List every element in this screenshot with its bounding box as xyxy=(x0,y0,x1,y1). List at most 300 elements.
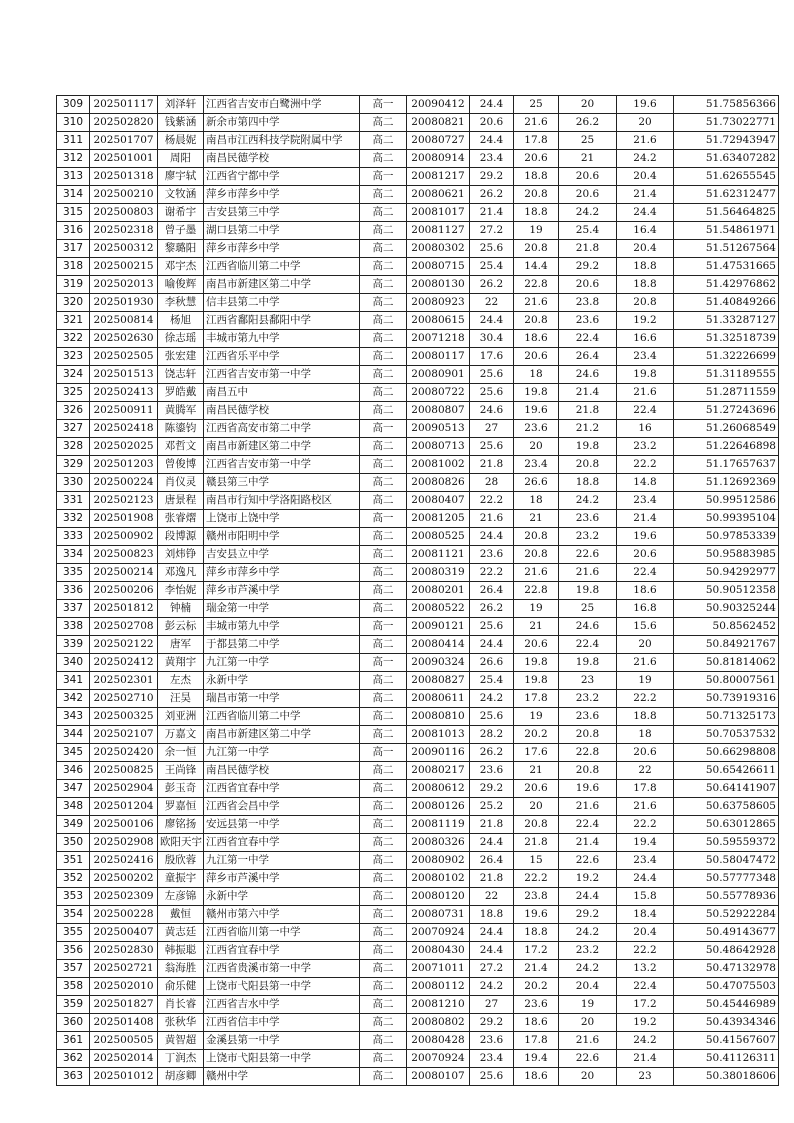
school-cell: 江西省高安市第二中学 xyxy=(204,420,360,438)
score-1-cell: 27.2 xyxy=(470,960,514,978)
score-3-cell: 22.4 xyxy=(559,636,617,654)
score-4-cell: 22 xyxy=(617,762,674,780)
score-4-cell: 22.4 xyxy=(617,564,674,582)
score-1-cell: 21.8 xyxy=(470,816,514,834)
student-id-cell: 202501513 xyxy=(90,366,158,384)
score-4-cell: 21.6 xyxy=(617,132,674,150)
name-cell: 陈鎏钧 xyxy=(158,420,204,438)
school-cell: 金溪县第一中学 xyxy=(204,1032,360,1050)
score-2-cell: 19.8 xyxy=(514,654,559,672)
school-cell: 丰城市第九中学 xyxy=(204,330,360,348)
score-1-cell: 24.4 xyxy=(470,312,514,330)
score-1-cell: 24.4 xyxy=(470,636,514,654)
student-id-cell: 202502830 xyxy=(90,942,158,960)
score-4-cell: 19.2 xyxy=(617,1014,674,1032)
name-cell: 韩振聪 xyxy=(158,942,204,960)
score-3-cell: 20.6 xyxy=(559,168,617,186)
student-id-cell: 202502013 xyxy=(90,276,158,294)
total-score-cell: 50.58047472 xyxy=(674,852,779,870)
table-row xyxy=(57,348,779,366)
rank-cell: 322 xyxy=(57,330,90,348)
grade-cell: 高二 xyxy=(360,942,407,960)
student-id-cell: 202501408 xyxy=(90,1014,158,1032)
name-cell: 邓宇杰 xyxy=(158,258,204,276)
score-3-cell: 21 xyxy=(559,150,617,168)
score-1-cell: 25.6 xyxy=(470,240,514,258)
score-1-cell: 25.2 xyxy=(470,798,514,816)
birthdate-cell: 20080615 xyxy=(407,312,470,330)
total-score-cell: 51.62312477 xyxy=(674,186,779,204)
birthdate-cell: 20080722 xyxy=(407,384,470,402)
grade-cell: 高一 xyxy=(360,654,407,672)
name-cell: 童振宇 xyxy=(158,870,204,888)
total-score-cell: 50.49143677 xyxy=(674,924,779,942)
student-id-cell: 202502413 xyxy=(90,384,158,402)
total-score-cell: 51.31189555 xyxy=(674,366,779,384)
name-cell: 张睿熠 xyxy=(158,510,204,528)
rank-cell: 335 xyxy=(57,564,90,582)
grade-cell: 高二 xyxy=(360,204,407,222)
student-id-cell: 202500823 xyxy=(90,546,158,564)
birthdate-cell: 20081127 xyxy=(407,222,470,240)
rank-cell: 359 xyxy=(57,996,90,1014)
score-4-cell: 21.4 xyxy=(617,510,674,528)
score-2-cell: 18.8 xyxy=(514,204,559,222)
name-cell: 黎璐阳 xyxy=(158,240,204,258)
score-2-cell: 18.8 xyxy=(514,168,559,186)
score-4-cell: 23 xyxy=(617,1068,674,1086)
score-4-cell: 22.4 xyxy=(617,978,674,996)
total-score-cell: 50.90325244 xyxy=(674,600,779,618)
total-score-cell: 50.80007561 xyxy=(674,672,779,690)
name-cell: 翁海胜 xyxy=(158,960,204,978)
school-cell: 南昌民德学校 xyxy=(204,402,360,420)
score-2-cell: 17.8 xyxy=(514,132,559,150)
score-2-cell: 15 xyxy=(514,852,559,870)
name-cell: 廖铭扬 xyxy=(158,816,204,834)
school-cell: 永新中学 xyxy=(204,888,360,906)
school-cell: 萍乡市萍乡中学 xyxy=(204,564,360,582)
grade-cell: 高二 xyxy=(360,150,407,168)
table-row xyxy=(57,96,779,114)
grade-cell: 高二 xyxy=(360,1068,407,1086)
student-id-cell: 202500325 xyxy=(90,708,158,726)
name-cell: 黄翔宇 xyxy=(158,654,204,672)
school-cell: 赣县第三中学 xyxy=(204,474,360,492)
table-row xyxy=(57,384,779,402)
score-1-cell: 25.6 xyxy=(470,1068,514,1086)
rank-cell: 362 xyxy=(57,1050,90,1068)
birthdate-cell: 20090116 xyxy=(407,744,470,762)
birthdate-cell: 20090412 xyxy=(407,96,470,114)
rank-cell: 312 xyxy=(57,150,90,168)
score-2-cell: 17.2 xyxy=(514,942,559,960)
score-2-cell: 19 xyxy=(514,600,559,618)
score-4-cell: 16.4 xyxy=(617,222,674,240)
table-row xyxy=(57,798,779,816)
grade-cell: 高一 xyxy=(360,420,407,438)
rank-cell: 316 xyxy=(57,222,90,240)
table-row xyxy=(57,420,779,438)
birthdate-cell: 20080923 xyxy=(407,294,470,312)
table-row xyxy=(57,294,779,312)
table-row xyxy=(57,546,779,564)
total-score-cell: 50.84921767 xyxy=(674,636,779,654)
birthdate-cell: 20081210 xyxy=(407,996,470,1014)
score-1-cell: 28.2 xyxy=(470,726,514,744)
rank-cell: 353 xyxy=(57,888,90,906)
name-cell: 杨晨妮 xyxy=(158,132,204,150)
score-1-cell: 26.4 xyxy=(470,852,514,870)
total-score-cell: 51.63407282 xyxy=(674,150,779,168)
table-row xyxy=(57,1032,779,1050)
name-cell: 邓哲文 xyxy=(158,438,204,456)
student-id-cell: 202501707 xyxy=(90,132,158,150)
score-3-cell: 24.4 xyxy=(559,888,617,906)
rank-cell: 351 xyxy=(57,852,90,870)
school-cell: 江西省乐平中学 xyxy=(204,348,360,366)
score-1-cell: 23.4 xyxy=(470,150,514,168)
score-4-cell: 18 xyxy=(617,726,674,744)
birthdate-cell: 20080414 xyxy=(407,636,470,654)
score-2-cell: 23.4 xyxy=(514,456,559,474)
birthdate-cell: 20080611 xyxy=(407,690,470,708)
score-4-cell: 17.2 xyxy=(617,996,674,1014)
table-row xyxy=(57,528,779,546)
name-cell: 廖宇轼 xyxy=(158,168,204,186)
score-2-cell: 20.8 xyxy=(514,312,559,330)
grade-cell: 高二 xyxy=(360,546,407,564)
grade-cell: 高二 xyxy=(360,1014,407,1032)
table-row xyxy=(57,654,779,672)
score-4-cell: 17.8 xyxy=(617,780,674,798)
grade-cell: 高二 xyxy=(360,492,407,510)
score-2-cell: 20.8 xyxy=(514,546,559,564)
name-cell: 肖仪灵 xyxy=(158,474,204,492)
table-row xyxy=(57,366,779,384)
birthdate-cell: 20080126 xyxy=(407,798,470,816)
rank-cell: 339 xyxy=(57,636,90,654)
student-id-cell: 202501203 xyxy=(90,456,158,474)
student-id-cell: 202500803 xyxy=(90,204,158,222)
score-2-cell: 19.8 xyxy=(514,384,559,402)
grade-cell: 高一 xyxy=(360,744,407,762)
score-4-cell: 20 xyxy=(617,114,674,132)
grade-cell: 高二 xyxy=(360,582,407,600)
rank-cell: 357 xyxy=(57,960,90,978)
table-row xyxy=(57,942,779,960)
table-row xyxy=(57,690,779,708)
table-row xyxy=(57,474,779,492)
student-id-cell: 202502630 xyxy=(90,330,158,348)
table-row xyxy=(57,726,779,744)
score-3-cell: 21.6 xyxy=(559,1032,617,1050)
rank-cell: 330 xyxy=(57,474,90,492)
score-4-cell: 19 xyxy=(617,672,674,690)
score-3-cell: 19 xyxy=(559,996,617,1014)
score-1-cell: 18.8 xyxy=(470,906,514,924)
table-row xyxy=(57,708,779,726)
score-3-cell: 19.6 xyxy=(559,780,617,798)
birthdate-cell: 20080821 xyxy=(407,114,470,132)
birthdate-cell: 20080731 xyxy=(407,906,470,924)
student-id-cell: 202502820 xyxy=(90,114,158,132)
score-3-cell: 19.8 xyxy=(559,654,617,672)
score-4-cell: 21.4 xyxy=(617,186,674,204)
school-cell: 九江第一中学 xyxy=(204,852,360,870)
score-3-cell: 20.4 xyxy=(559,978,617,996)
score-1-cell: 26.2 xyxy=(470,600,514,618)
score-1-cell: 24.4 xyxy=(470,132,514,150)
rank-cell: 315 xyxy=(57,204,90,222)
total-score-cell: 51.56464825 xyxy=(674,204,779,222)
student-id-cell: 202500206 xyxy=(90,582,158,600)
grade-cell: 高二 xyxy=(360,402,407,420)
total-score-cell: 50.41567607 xyxy=(674,1032,779,1050)
rank-cell: 327 xyxy=(57,420,90,438)
grade-cell: 高二 xyxy=(360,132,407,150)
score-4-cell: 14.8 xyxy=(617,474,674,492)
score-1-cell: 26.2 xyxy=(470,744,514,762)
rank-cell: 349 xyxy=(57,816,90,834)
grade-cell: 高二 xyxy=(360,456,407,474)
name-cell: 殷欣蓉 xyxy=(158,852,204,870)
name-cell: 李怡妮 xyxy=(158,582,204,600)
birthdate-cell: 20071011 xyxy=(407,960,470,978)
score-1-cell: 26.4 xyxy=(470,582,514,600)
birthdate-cell: 20090513 xyxy=(407,420,470,438)
score-1-cell: 29.2 xyxy=(470,780,514,798)
table-row xyxy=(57,132,779,150)
student-id-cell: 202501012 xyxy=(90,1068,158,1086)
total-score-cell: 50.73919316 xyxy=(674,690,779,708)
score-3-cell: 21.4 xyxy=(559,384,617,402)
rank-cell: 332 xyxy=(57,510,90,528)
grade-cell: 高二 xyxy=(360,276,407,294)
school-cell: 江西省贵溪市第一中学 xyxy=(204,960,360,978)
score-2-cell: 21.6 xyxy=(514,564,559,582)
score-3-cell: 22.8 xyxy=(559,744,617,762)
total-score-cell: 51.32518739 xyxy=(674,330,779,348)
score-2-cell: 20.8 xyxy=(514,816,559,834)
student-id-cell: 202501827 xyxy=(90,996,158,1014)
name-cell: 俞乐健 xyxy=(158,978,204,996)
score-1-cell: 25.6 xyxy=(470,438,514,456)
school-cell: 江西省鄱阳县鄱阳中学 xyxy=(204,312,360,330)
score-1-cell: 29.2 xyxy=(470,1014,514,1032)
score-4-cell: 20.6 xyxy=(617,744,674,762)
grade-cell: 高二 xyxy=(360,528,407,546)
score-4-cell: 19.2 xyxy=(617,312,674,330)
student-id-cell: 202500407 xyxy=(90,924,158,942)
birthdate-cell: 20081119 xyxy=(407,816,470,834)
rank-cell: 354 xyxy=(57,906,90,924)
school-cell: 赣州市阳明中学 xyxy=(204,528,360,546)
name-cell: 唐景程 xyxy=(158,492,204,510)
birthdate-cell: 20080428 xyxy=(407,1032,470,1050)
birthdate-cell: 20070924 xyxy=(407,924,470,942)
school-cell: 江西省临川第一中学 xyxy=(204,924,360,942)
student-id-cell: 202501204 xyxy=(90,798,158,816)
school-cell: 南昌市新建区第二中学 xyxy=(204,276,360,294)
score-1-cell: 23.4 xyxy=(470,1050,514,1068)
birthdate-cell: 20081013 xyxy=(407,726,470,744)
table-row xyxy=(57,186,779,204)
name-cell: 肖长睿 xyxy=(158,996,204,1014)
total-score-cell: 51.62655545 xyxy=(674,168,779,186)
name-cell: 刘炜铮 xyxy=(158,546,204,564)
rank-cell: 356 xyxy=(57,942,90,960)
school-cell: 安远县第一中学 xyxy=(204,816,360,834)
school-cell: 吉安县第三中学 xyxy=(204,204,360,222)
rank-cell: 344 xyxy=(57,726,90,744)
table-row xyxy=(57,1068,779,1086)
name-cell: 戴恒 xyxy=(158,906,204,924)
grade-cell: 高二 xyxy=(360,294,407,312)
score-4-cell: 24.4 xyxy=(617,870,674,888)
grade-cell: 高二 xyxy=(360,240,407,258)
table-row xyxy=(57,744,779,762)
score-3-cell: 29.2 xyxy=(559,258,617,276)
table-row xyxy=(57,204,779,222)
student-id-cell: 202502107 xyxy=(90,726,158,744)
student-id-cell: 202500228 xyxy=(90,906,158,924)
student-id-cell: 202502721 xyxy=(90,960,158,978)
total-score-cell: 51.22646898 xyxy=(674,438,779,456)
score-3-cell: 25 xyxy=(559,132,617,150)
total-score-cell: 50.70537532 xyxy=(674,726,779,744)
student-id-cell: 202502123 xyxy=(90,492,158,510)
birthdate-cell: 20080807 xyxy=(407,402,470,420)
rank-cell: 348 xyxy=(57,798,90,816)
grade-cell: 高二 xyxy=(360,852,407,870)
grade-cell: 高二 xyxy=(360,924,407,942)
score-3-cell: 29.2 xyxy=(559,906,617,924)
birthdate-cell: 20080827 xyxy=(407,672,470,690)
rank-cell: 352 xyxy=(57,870,90,888)
name-cell: 周阳 xyxy=(158,150,204,168)
grade-cell: 高二 xyxy=(360,762,407,780)
birthdate-cell: 20090324 xyxy=(407,654,470,672)
grade-cell: 高二 xyxy=(360,114,407,132)
total-score-cell: 51.51267564 xyxy=(674,240,779,258)
student-id-cell: 202500911 xyxy=(90,402,158,420)
student-id-cell: 202502025 xyxy=(90,438,158,456)
birthdate-cell: 20080525 xyxy=(407,528,470,546)
total-score-cell: 51.28711559 xyxy=(674,384,779,402)
grade-cell: 高二 xyxy=(360,978,407,996)
total-score-cell: 50.45446989 xyxy=(674,996,779,1014)
birthdate-cell: 20081205 xyxy=(407,510,470,528)
name-cell: 黄智超 xyxy=(158,1032,204,1050)
total-score-cell: 51.32226699 xyxy=(674,348,779,366)
score-3-cell: 19.8 xyxy=(559,438,617,456)
school-cell: 信丰县第二中学 xyxy=(204,294,360,312)
score-4-cell: 22.2 xyxy=(617,942,674,960)
score-4-cell: 22.2 xyxy=(617,816,674,834)
total-score-cell: 51.54861971 xyxy=(674,222,779,240)
grade-cell: 高二 xyxy=(360,564,407,582)
score-2-cell: 17.8 xyxy=(514,1032,559,1050)
school-cell: 瑞昌市第一中学 xyxy=(204,690,360,708)
total-score-cell: 50.55778936 xyxy=(674,888,779,906)
school-cell: 瑞金第一中学 xyxy=(204,600,360,618)
school-cell: 南昌市新建区第二中学 xyxy=(204,726,360,744)
score-1-cell: 30.4 xyxy=(470,330,514,348)
score-2-cell: 21 xyxy=(514,762,559,780)
grade-cell: 高二 xyxy=(360,222,407,240)
school-cell: 永新中学 xyxy=(204,672,360,690)
score-2-cell: 21.4 xyxy=(514,960,559,978)
student-id-cell: 202502708 xyxy=(90,618,158,636)
student-id-cell: 202500215 xyxy=(90,258,158,276)
birthdate-cell: 20080430 xyxy=(407,942,470,960)
score-3-cell: 23.6 xyxy=(559,708,617,726)
total-score-cell: 50.63012865 xyxy=(674,816,779,834)
rank-cell: 343 xyxy=(57,708,90,726)
name-cell: 饶志轩 xyxy=(158,366,204,384)
score-1-cell: 23.6 xyxy=(470,546,514,564)
grade-cell: 高二 xyxy=(360,186,407,204)
total-score-cell: 50.65426611 xyxy=(674,762,779,780)
grade-cell: 高二 xyxy=(360,600,407,618)
birthdate-cell: 20081217 xyxy=(407,168,470,186)
total-score-cell: 50.63758605 xyxy=(674,798,779,816)
grade-cell: 高二 xyxy=(360,726,407,744)
name-cell: 喻俊辉 xyxy=(158,276,204,294)
score-3-cell: 24.2 xyxy=(559,960,617,978)
total-score-cell: 51.12692369 xyxy=(674,474,779,492)
score-4-cell: 22.2 xyxy=(617,456,674,474)
score-3-cell: 21.8 xyxy=(559,402,617,420)
score-2-cell: 20.6 xyxy=(514,150,559,168)
birthdate-cell: 20080217 xyxy=(407,762,470,780)
name-cell: 王尚锋 xyxy=(158,762,204,780)
score-4-cell: 15.6 xyxy=(617,618,674,636)
name-cell: 钟楠 xyxy=(158,600,204,618)
grade-cell: 高二 xyxy=(360,384,407,402)
student-id-cell: 202500825 xyxy=(90,762,158,780)
total-score-cell: 50.99512586 xyxy=(674,492,779,510)
score-3-cell: 23.2 xyxy=(559,528,617,546)
score-2-cell: 20.8 xyxy=(514,186,559,204)
birthdate-cell: 20080120 xyxy=(407,888,470,906)
table-row xyxy=(57,114,779,132)
total-score-cell: 51.47531665 xyxy=(674,258,779,276)
score-3-cell: 22.6 xyxy=(559,1050,617,1068)
score-2-cell: 22.8 xyxy=(514,582,559,600)
school-cell: 江西省宜春中学 xyxy=(204,942,360,960)
score-1-cell: 24.4 xyxy=(470,528,514,546)
score-3-cell: 19.2 xyxy=(559,870,617,888)
name-cell: 余一恒 xyxy=(158,744,204,762)
score-2-cell: 20 xyxy=(514,438,559,456)
table-row xyxy=(57,762,779,780)
score-4-cell: 16.8 xyxy=(617,600,674,618)
score-3-cell: 21.4 xyxy=(559,834,617,852)
student-id-cell: 202500902 xyxy=(90,528,158,546)
score-3-cell: 22.4 xyxy=(559,330,617,348)
student-id-cell: 202502904 xyxy=(90,780,158,798)
birthdate-cell: 20080326 xyxy=(407,834,470,852)
score-4-cell: 21.4 xyxy=(617,1050,674,1068)
table-row xyxy=(57,996,779,1014)
table-row xyxy=(57,672,779,690)
table-row xyxy=(57,240,779,258)
name-cell: 段博源 xyxy=(158,528,204,546)
score-1-cell: 24.2 xyxy=(470,690,514,708)
rank-cell: 337 xyxy=(57,600,90,618)
